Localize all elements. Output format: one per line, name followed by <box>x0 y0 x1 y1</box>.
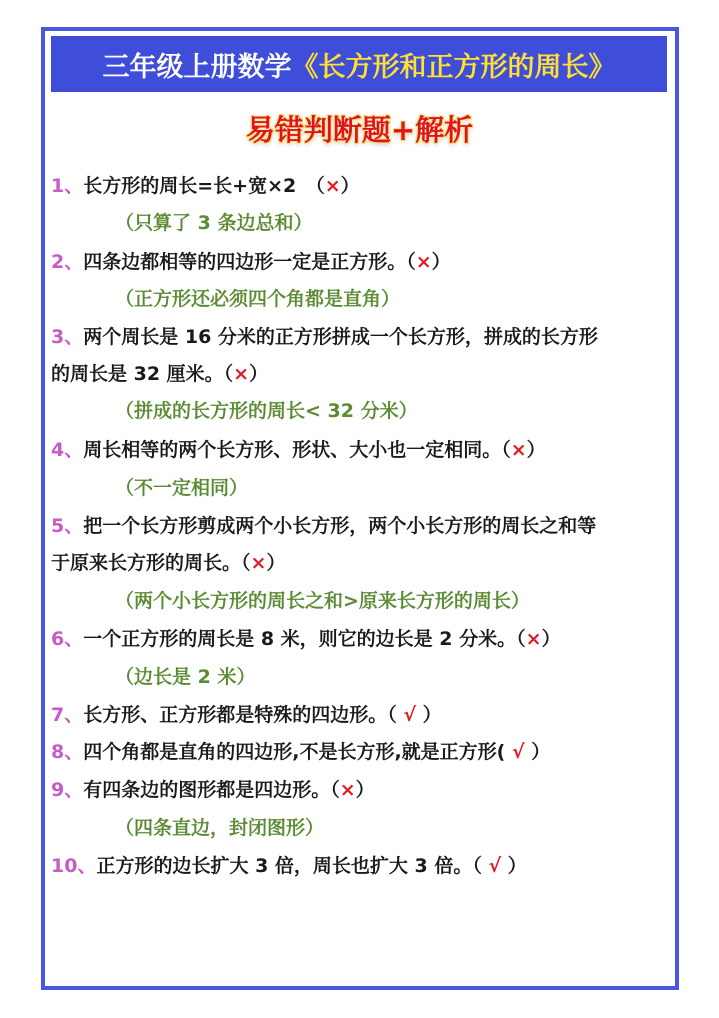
explanation-6: （边长是 2 米） <box>115 666 256 688</box>
question-3-cont <box>51 361 268 387</box>
question-text: 一个正方形的周长是 8 米，则它的边长是 2 分米。（ <box>83 628 526 650</box>
question-text: 于原来长方形的周长。（ <box>51 552 251 574</box>
question-7 <box>51 702 442 728</box>
question-text: 四条边都相等的四边形一定是正方形。（ <box>83 251 416 273</box>
answer-mark: × <box>415 251 432 273</box>
question-text: 的周长是 32 厘米。（ <box>51 363 234 385</box>
answer-mark: × <box>233 363 250 385</box>
question-text-end: ） <box>431 251 451 273</box>
answer-mark: √ <box>488 855 502 877</box>
question-number: 8、 <box>51 741 84 763</box>
title-prefix: 三年级上册数学 <box>102 51 292 83</box>
question-text: 正方形的边长扩大 3 倍，周长也扩大 3 倍。（ <box>96 855 489 877</box>
answer-mark: × <box>339 779 356 801</box>
question-text: 有四条边的图形都是四边形。（ <box>83 779 340 801</box>
question-8 <box>51 739 550 765</box>
question-text-end: ） <box>340 175 360 197</box>
title-banner <box>51 36 667 92</box>
question-2 <box>51 249 451 275</box>
answer-mark: × <box>510 439 527 461</box>
page-subtitle: 易错判断题+解析 <box>245 113 474 147</box>
question-text: 长方形的周长=长+宽×2 （ <box>83 175 325 197</box>
explanation-1: （只算了 3 条边总和） <box>115 212 313 234</box>
question-number: 1、 <box>51 175 84 197</box>
question-5 <box>51 513 596 539</box>
question-number: 10、 <box>51 855 97 877</box>
answer-mark: × <box>250 552 267 574</box>
answer-mark: × <box>324 175 341 197</box>
question-text-end: ） <box>266 552 286 574</box>
question-number: 7、 <box>51 704 84 726</box>
question-text-end: ） <box>541 628 561 650</box>
question-text: 周长相等的两个长方形、形状、大小也一定相同。（ <box>83 439 511 461</box>
answer-mark: √ <box>403 704 417 726</box>
question-text-end: ） <box>355 779 375 801</box>
question-text: 把一个长方形剪成两个小长方形，两个小长方形的周长之和等 <box>83 515 597 537</box>
question-text-end: ） <box>526 439 546 461</box>
question-number: 4、 <box>51 439 84 461</box>
explanation-4: （不一定相同） <box>115 477 249 499</box>
question-text-end: ） <box>416 704 442 726</box>
question-number: 3、 <box>51 326 84 348</box>
question-9 <box>51 777 375 803</box>
question-text: 两个周长是 16 分米的正方形拼成一个长方形，拼成的长方形 <box>83 326 598 348</box>
question-1 <box>51 173 360 199</box>
title-book: 《长方形和正方形的周长》 <box>291 51 616 83</box>
question-10 <box>51 853 527 879</box>
explanation-3: （拼成的长方形的周长< 32 分米） <box>115 400 418 422</box>
question-text-end: ） <box>501 855 527 877</box>
page-border <box>41 27 679 990</box>
question-3 <box>51 324 598 350</box>
question-5-cont <box>51 550 285 576</box>
question-4 <box>51 437 546 463</box>
explanation-2: （正方形还必须四个角都是直角） <box>115 288 401 310</box>
question-6 <box>51 626 561 652</box>
question-number: 2、 <box>51 251 84 273</box>
question-text-end: ） <box>249 363 269 385</box>
question-number: 5、 <box>51 515 84 537</box>
explanation-5: （两个小长方形的周长之和>原来长方形的周长） <box>115 590 530 612</box>
answer-mark: × <box>525 628 542 650</box>
question-text: 长方形、正方形都是特殊的四边形。（ <box>83 704 404 726</box>
question-text-end: ） <box>524 741 551 763</box>
question-number: 6、 <box>51 628 84 650</box>
question-text: 四个角都是直角的四边形,不是长方形,就是正方形( <box>83 741 512 763</box>
answer-mark: √ <box>511 741 525 763</box>
question-number: 9、 <box>51 779 84 801</box>
explanation-9: （四条直边，封闭图形） <box>115 817 325 839</box>
